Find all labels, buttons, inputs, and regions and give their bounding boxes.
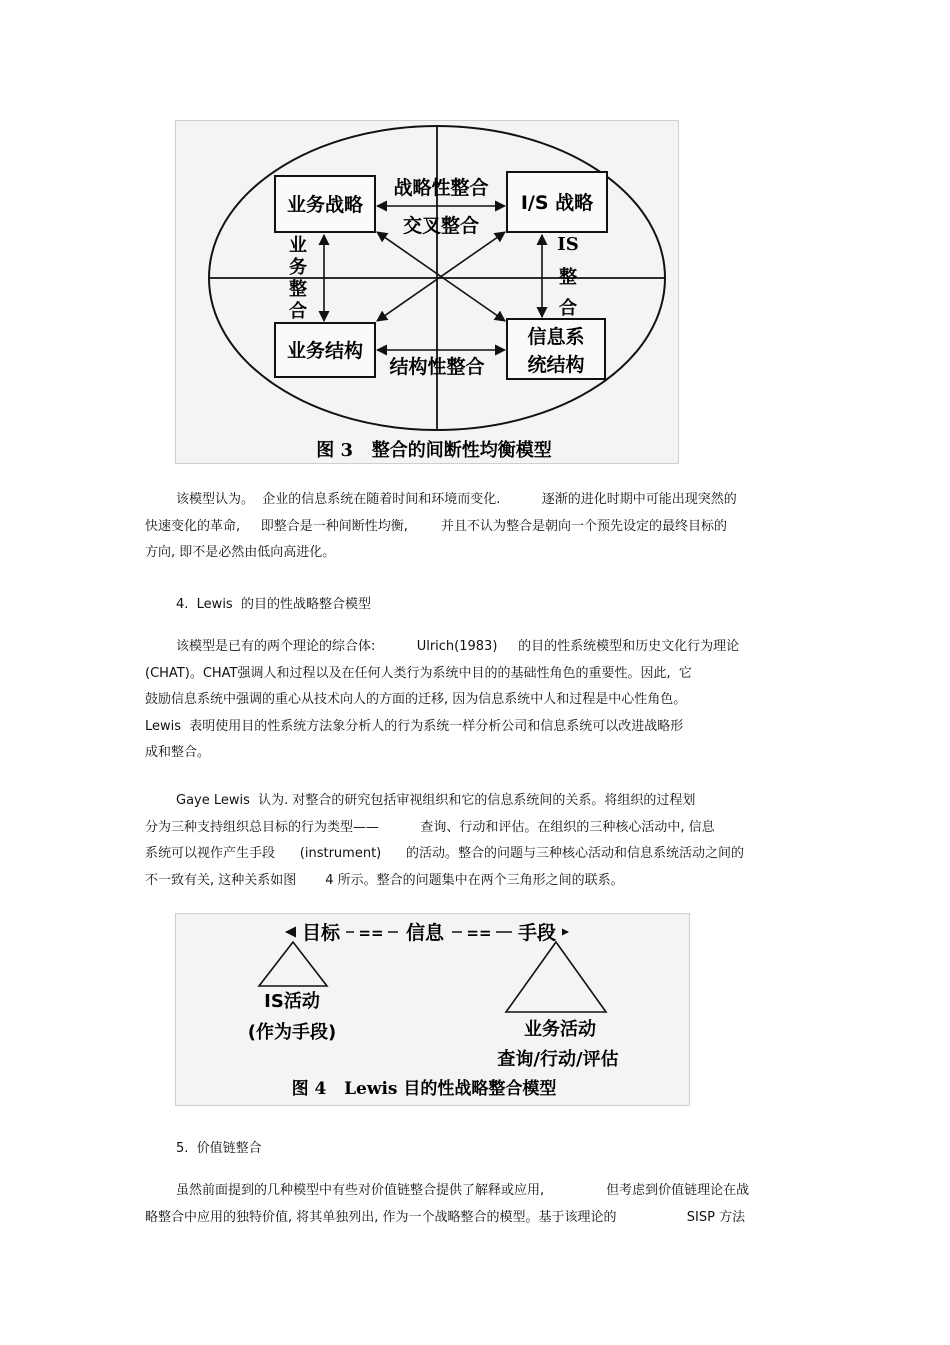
is-integration-char-2: 整 [559,267,577,288]
paragraph-4 [145,1178,805,1231]
business-integration-char-4: 合 [289,301,307,322]
is-integration-char-3: 合 [559,298,577,319]
figure-3-caption: 图 3 整合的间断性均衡模型 [316,440,552,461]
business-integration-char-1: 业 [289,235,307,256]
label-eq-2: == [466,924,492,942]
paragraph-3 [145,788,805,894]
text-line: Lewis 表明使用目的性系统方法象分析人的行为系统一样分析公司和信息系统可以改进战略形 [145,718,684,734]
business-integration-char-2: 务 [289,257,307,278]
figure-4-caption: 图 4 Lewis 目的性战略整合模型 [291,1079,557,1099]
text-line: 虽然前面提到的几种模型中有些对价值链整合提供了解释或应用, 但考虑到价值链理论在战 [176,1183,750,1198]
box-is-strategy-label: I/S 战略 [520,192,594,214]
label-as-means: (作为手段) [247,1022,337,1043]
strategic-integration-label: 战略性整合 [393,177,489,199]
text-line: 不一致有关, 这种关系如图 4 所示。整合的问题集中在两个三角形之间的联系。 [145,872,624,888]
text-line: 分为三种支持组织总目标的行为类型—— 查询、行动和评估。在组织的三种核心活动中, 信息 [145,819,715,835]
label-means: 手段 [517,922,557,944]
label-info: 信息 [405,922,445,944]
section-heading-5: 5. 价值链整合 [176,1141,262,1156]
text-line: 鼓励信息系统中强调的重心从技术向人的方面的迁移, 因为信息系统中人和过程是中心性角色。 [145,692,687,707]
text-line: 系统可以视作产生手段 (instrument) 的活动。整合的问题与三种核心活动和信息系统活动之间的 [145,846,745,861]
cross-integration-label: 交叉整合 [402,215,480,237]
text-line: Gaye Lewis 认为. 对整合的研究包括审视组织和它的信息系统间的关系。将组织的过程划 [176,793,696,808]
label-goal: 目标 [301,922,341,944]
text-line: (CHAT)。CHAT强调人和过程以及在任何人类行为系统中目的的基础性角色的重要性。因此, 它 [145,665,692,681]
box-business-strategy-label: 业务战略 [286,194,364,216]
text-line: 快速变化的革命, 即整合是一种间断性均衡, 并且不认为整合是朝向一个预先设定的最终目标的 [145,518,727,534]
paragraph-1 [145,487,805,567]
figure-3-diagram [176,121,678,463]
label-is-activity: IS活动 [264,991,320,1012]
label-query-act-evaluate: 查询/行动/评估 [497,1049,619,1070]
right-triangle [506,942,606,1012]
box-business-structure-label: 业务结构 [286,340,364,362]
is-integration-char-1: IS [557,234,579,255]
text-line: 成和整合。 [145,745,211,760]
paragraph-2 [145,634,805,767]
text-line: 该模型是已有的两个理论的综合体: Ulrich(1983) 的目的性系统模型和历史文化行为理论 [176,639,740,654]
left-triangle [259,942,327,986]
figure-4-diagram [176,914,689,1105]
figure-4 [175,913,690,1106]
label-eq-1: == [358,924,384,942]
figure-3 [175,120,679,464]
text-line: 略整合中应用的独特价值, 将其单独列出, 作为一个战略整合的模型。基于该理论的 SISP 方法 [145,1209,746,1225]
box-info-system-label-1: 信息系 [527,326,585,348]
text-line: 方向, 即不是必然由低向高进化。 [145,545,336,560]
structural-integration-label: 结构性整合 [389,356,485,378]
business-integration-char-3: 整 [289,279,307,300]
label-business-activity: 业务活动 [524,1019,596,1040]
text-line: 该模型认为。 企业的信息系统在随着时间和环境而变化. 逐渐的进化时期中可能出现突然的 [176,492,737,507]
section-heading-4: 4. Lewis 的目的性战略整合模型 [176,597,371,612]
box-info-system-label-2: 统结构 [527,354,585,376]
